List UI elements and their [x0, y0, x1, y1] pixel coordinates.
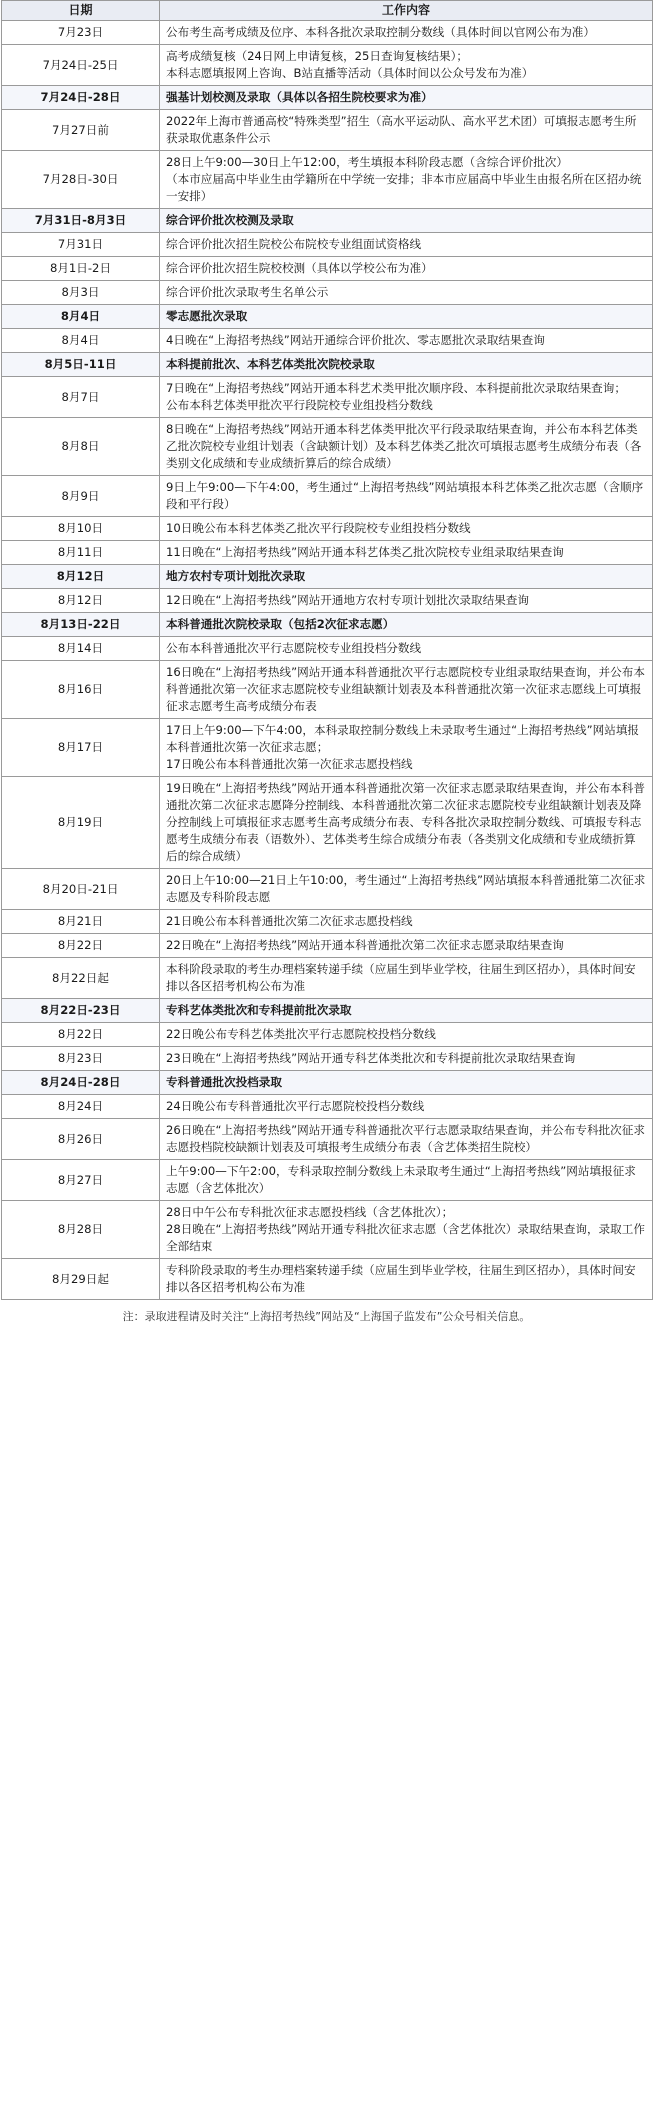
- table-row: [2, 418, 653, 476]
- table-row: [2, 281, 653, 305]
- table-row: [2, 476, 653, 517]
- date-cell: 8月27日: [2, 1160, 160, 1201]
- date-cell: 8月17日: [2, 719, 160, 777]
- date-cell: 8月14日: [2, 637, 160, 661]
- date-cell: 8月12日: [2, 589, 160, 613]
- table-row: [2, 45, 653, 86]
- content-cell: 专科艺体类批次和专科提前批次录取: [160, 999, 653, 1023]
- content-cell: 26日晚在“上海招考热线”网站开通专科普通批次平行志愿录取结果查询，并公布专科批次征求志愿投档院校缺额计划表及可填报考生成绩分布表（含艺体类招生院校）: [160, 1119, 653, 1160]
- content-cell: 22日晚在“上海招考热线”网站开通本科普通批次第二次征求志愿录取结果查询: [160, 934, 653, 958]
- content-cell: 综合评价批次招生院校校测（具体以学校公布为准）: [160, 257, 653, 281]
- content-cell: 17日上午9:00—下午4:00，本科录取控制分数线上未录取考生通过“上海招考热线”网站填报本科普通批次第一次征求志愿； 17日晚公布本科普通批次第一次征求志愿投档线: [160, 719, 653, 777]
- table-row: [2, 661, 653, 719]
- date-cell: 7月28日-30日: [2, 151, 160, 209]
- date-cell: 8月10日: [2, 517, 160, 541]
- table-row: [2, 1160, 653, 1201]
- section-heading-row: [2, 209, 653, 233]
- date-cell: 7月23日: [2, 21, 160, 45]
- table-row: [2, 517, 653, 541]
- date-cell: 8月11日: [2, 541, 160, 565]
- footnote: 注：录取进程请及时关注“上海招考热线”网站及“上海国子监发布”公众号相关信息。: [122, 1310, 531, 1323]
- date-cell: 8月29日起: [2, 1259, 160, 1300]
- table-row: [2, 1259, 653, 1300]
- table-row: [2, 934, 653, 958]
- content-cell: 综合评价批次招生院校公布院校专业组面试资格线: [160, 233, 653, 257]
- table-row: [2, 257, 653, 281]
- table-row: [2, 1023, 653, 1047]
- table-row: [2, 110, 653, 151]
- date-cell: 8月26日: [2, 1119, 160, 1160]
- content-cell: 21日晚公布本科普通批次第二次征求志愿投档线: [160, 910, 653, 934]
- content-cell: 专科普通批次投档录取: [160, 1071, 653, 1095]
- content-cell: 20日上午10:00—21日上午10:00，考生通过“上海招考热线”网站填报本科普通批第二次征求志愿及专科阶段志愿: [160, 869, 653, 910]
- table-row: [2, 21, 653, 45]
- date-cell: 8月22日起: [2, 958, 160, 999]
- date-cell: 8月4日: [2, 305, 160, 329]
- content-cell: 28日上午9:00—30日上午12:00，考生填报本科阶段志愿（含综合评价批次） （本市应届高中毕业生由学籍所在中学统一安排；非本市应届高中毕业生由报名所在区招办统一安排）: [160, 151, 653, 209]
- section-heading-row: [2, 353, 653, 377]
- date-cell: 8月24日: [2, 1095, 160, 1119]
- date-cell: 8月5日-11日: [2, 353, 160, 377]
- content-cell: 本科普通批次院校录取（包括2次征求志愿）: [160, 613, 653, 637]
- content-cell: 综合评价批次录取考生名单公示: [160, 281, 653, 305]
- table-row: [2, 1095, 653, 1119]
- content-cell: 地方农村专项计划批次录取: [160, 565, 653, 589]
- date-cell: 7月27日前: [2, 110, 160, 151]
- table-row: [2, 589, 653, 613]
- table-row: [2, 910, 653, 934]
- date-cell: 8月3日: [2, 281, 160, 305]
- content-cell: 8日晚在“上海招考热线”网站开通本科艺体类甲批次平行段录取结果查询，并公布本科艺体类乙批次院校专业组计划表（含缺额计划）及本科艺体类乙批次可填报志愿考生成绩分布表（各类别文化成绩和专业成绩折算后的综合成绩）: [160, 418, 653, 476]
- table-row: [2, 719, 653, 777]
- content-cell: 10日晚公布本科艺体类乙批次平行段院校专业组投档分数线: [160, 517, 653, 541]
- table-row: [2, 958, 653, 999]
- table-row: [2, 777, 653, 869]
- date-cell: 7月24日-25日: [2, 45, 160, 86]
- table-row: [2, 1119, 653, 1160]
- table-row: [2, 1201, 653, 1259]
- date-cell: 8月13日-22日: [2, 613, 160, 637]
- date-cell: 8月8日: [2, 418, 160, 476]
- content-cell: 零志愿批次录取: [160, 305, 653, 329]
- section-heading-row: [2, 565, 653, 589]
- date-cell: 8月22日: [2, 934, 160, 958]
- content-cell: 24日晚公布专科普通批次平行志愿院校投档分数线: [160, 1095, 653, 1119]
- content-cell: 11日晚在“上海招考热线”网站开通本科艺体类乙批次院校专业组录取结果查询: [160, 541, 653, 565]
- table-row: [2, 1047, 653, 1071]
- date-cell: 8月7日: [2, 377, 160, 418]
- section-heading-row: [2, 86, 653, 110]
- table-row: [2, 151, 653, 209]
- table-row: [2, 637, 653, 661]
- content-cell: 9日上午9:00—下午4:00，考生通过“上海招考热线”网站填报本科艺体类乙批次志愿（含顺序段和平行段）: [160, 476, 653, 517]
- table-row: [2, 233, 653, 257]
- date-cell: 8月12日: [2, 565, 160, 589]
- content-cell: 高考成绩复核（24日网上申请复核，25日查询复核结果）； 本科志愿填报网上咨询、B站直播等活动（具体时间以公众号发布为准）: [160, 45, 653, 86]
- date-cell: 8月28日: [2, 1201, 160, 1259]
- table-row: [2, 377, 653, 418]
- table-header-row: [2, 1, 653, 21]
- content-cell: 12日晚在“上海招考热线”网站开通地方农村专项计划批次录取结果查询: [160, 589, 653, 613]
- content-cell: 23日晚在“上海招考热线”网站开通专科艺体类批次和专科提前批次录取结果查询: [160, 1047, 653, 1071]
- content-cell: 16日晚在“上海招考热线”网站开通本科普通批次平行志愿院校专业组录取结果查询，并公布本科普通批次第一次征求志愿院校专业组缺额计划表及本科普通批次第一次征求志愿线上可填报征求志愿考生高考成绩分布表: [160, 661, 653, 719]
- content-cell: 22日晚公布专科艺体类批次平行志愿院校投档分数线: [160, 1023, 653, 1047]
- date-cell: 8月24日-28日: [2, 1071, 160, 1095]
- table-body: [2, 21, 653, 1300]
- section-heading-row: [2, 305, 653, 329]
- date-cell: 8月23日: [2, 1047, 160, 1071]
- admission-schedule-table: [1, 0, 653, 1300]
- content-cell: 公布本科普通批次平行志愿院校专业组投档分数线: [160, 637, 653, 661]
- date-cell: 8月21日: [2, 910, 160, 934]
- content-cell: 4日晚在“上海招考热线”网站开通综合评价批次、零志愿批次录取结果查询: [160, 329, 653, 353]
- section-heading-row: [2, 999, 653, 1023]
- content-cell: 本科提前批次、本科艺体类批次院校录取: [160, 353, 653, 377]
- content-cell: 19日晚在“上海招考热线”网站开通本科普通批次第一次征求志愿录取结果查询，并公布本科普通批次第二次征求志愿降分控制线、本科普通批次第二次征求志愿院校专业组缺额计划表及降分控制线上可填报征求志愿考生高考成绩分布表、专科各批次录取控制分数线、可填报专科志愿考生成绩分布表（语数外）、艺体类考生综合成绩分布表（各类别文化成绩和专业成绩折算后的综合成绩）: [160, 777, 653, 869]
- date-cell: 8月16日: [2, 661, 160, 719]
- content-cell: 本科阶段录取的考生办理档案转递手续（应届生到毕业学校，往届生到区招办），具体时间安排以各区招考机构公布为准: [160, 958, 653, 999]
- content-cell: 28日中午公布专科批次征求志愿投档线（含艺体批次）； 28日晚在“上海招考热线”网站开通专科批次征求志愿（含艺体批次）录取结果查询，录取工作全部结束: [160, 1201, 653, 1259]
- content-cell: 综合评价批次校测及录取: [160, 209, 653, 233]
- date-cell: 7月31日-8月3日: [2, 209, 160, 233]
- date-cell: 8月20日-21日: [2, 869, 160, 910]
- date-cell: 8月1日-2日: [2, 257, 160, 281]
- table-row: [2, 329, 653, 353]
- content-cell: 公布考生高考成绩及位序、本科各批次录取控制分数线（具体时间以官网公布为准）: [160, 21, 653, 45]
- content-cell: 2022年上海市普通高校“特殊类型”招生（高水平运动队、高水平艺术团）可填报志愿考生所获录取优惠条件公示: [160, 110, 653, 151]
- content-cell: 强基计划校测及录取（具体以各招生院校要求为准）: [160, 86, 653, 110]
- date-cell: 8月22日-23日: [2, 999, 160, 1023]
- date-cell: 7月24日-28日: [2, 86, 160, 110]
- date-cell: 8月9日: [2, 476, 160, 517]
- section-heading-row: [2, 1071, 653, 1095]
- content-cell: 专科阶段录取的考生办理档案转递手续（应届生到毕业学校，往届生到区招办），具体时间安排以各区招考机构公布为准: [160, 1259, 653, 1300]
- section-heading-row: [2, 613, 653, 637]
- date-cell: 7月31日: [2, 233, 160, 257]
- date-column-header: 日期: [2, 1, 160, 21]
- date-cell: 8月4日: [2, 329, 160, 353]
- content-cell: 7日晚在“上海招考热线”网站开通本科艺术类甲批次顺序段、本科提前批次录取结果查询； 公布本科艺体类甲批次平行段院校专业组投档分数线: [160, 377, 653, 418]
- date-cell: 8月19日: [2, 777, 160, 869]
- date-cell: 8月22日: [2, 1023, 160, 1047]
- table-row: [2, 541, 653, 565]
- content-cell: 上午9:00—下午2:00，专科录取控制分数线上未录取考生通过“上海招考热线”网站填报征求志愿（含艺体批次）: [160, 1160, 653, 1201]
- content-column-header: 工作内容: [160, 1, 653, 21]
- table-row: [2, 869, 653, 910]
